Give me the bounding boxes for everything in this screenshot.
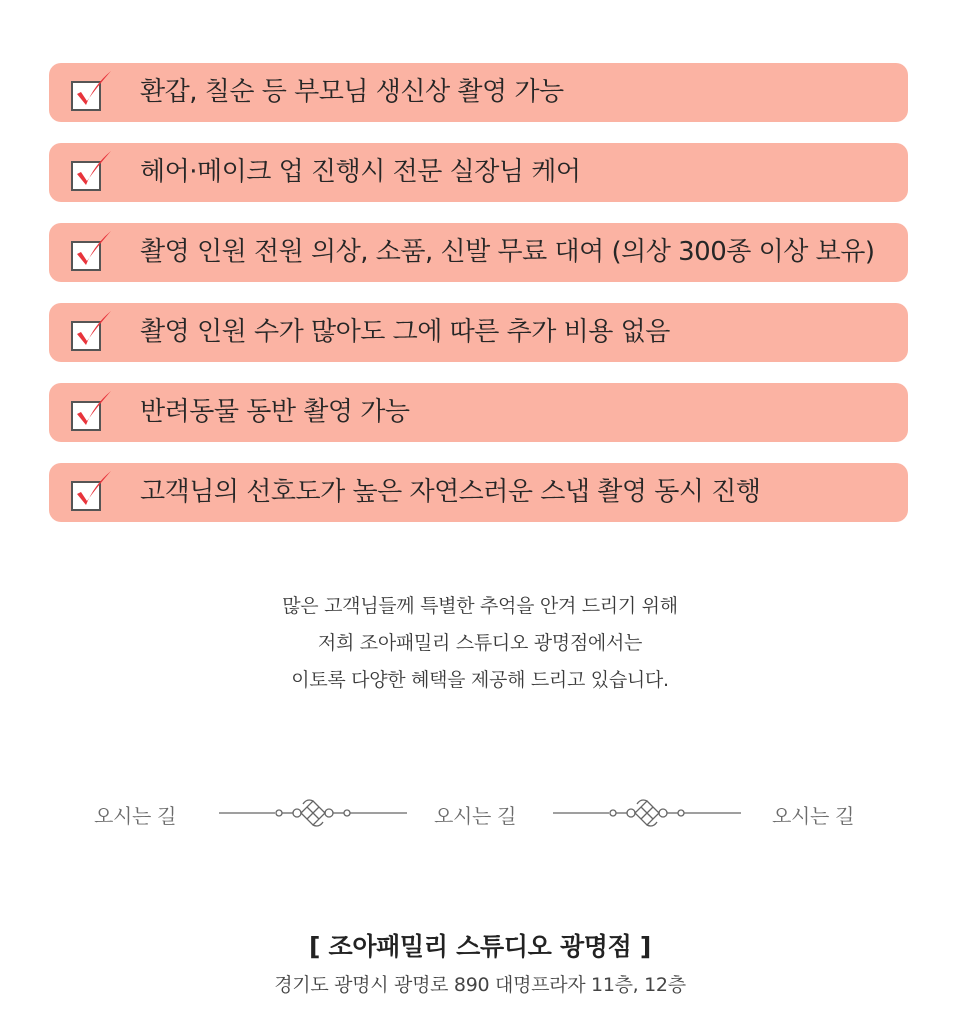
benefit-label: 고객님의 선호도가 높은 자연스러운 스냅 촬영 동시 진행 [140,477,761,507]
benefit-label: 반려동물 동반 촬영 가능 [140,397,410,427]
endless-knot-ornament-icon [553,798,741,828]
benefit-item [49,143,908,202]
benefit-item [49,223,908,282]
studio-address: 경기도 광명시 광명로 890 대명프라자 11층, 12층 [274,974,686,996]
checkbox-checkmark-icon [69,148,115,194]
benefit-label: 촬영 인원 수가 많아도 그에 따른 추가 비용 없음 [140,317,670,347]
benefit-label: 환갑, 칠순 등 부모님 생신상 촬영 가능 [140,77,564,107]
directions-label: 오시는 길 [772,804,855,828]
benefits-list [49,63,908,543]
intro-message [0,588,960,699]
studio-title: [ 조아패밀리 스튜디오 광명점 ] [308,932,652,961]
benefit-label: 촬영 인원 전원 의상, 소품, 신발 무료 대여 (의상 300종 이상 보유) [140,237,875,267]
benefit-item [49,463,908,522]
checkbox-checkmark-icon [69,68,115,114]
checkbox-checkmark-icon [69,228,115,274]
checkbox-checkmark-icon [69,468,115,514]
message-line: 많은 고객님들께 특별한 추억을 안겨 드리기 위해 [282,595,678,617]
directions-divider [0,790,960,836]
benefit-item [49,303,908,362]
checkbox-checkmark-icon [69,388,115,434]
message-line: 이토록 다양한 혜택을 제공해 드리고 있습니다. [291,669,669,691]
benefit-label: 헤어·메이크 업 진행시 전문 실장님 케어 [140,157,581,187]
checkbox-checkmark-icon [69,308,115,354]
benefit-item [49,63,908,122]
message-line: 저희 조아패밀리 스튜디오 광명점에서는 [317,632,643,654]
directions-label: 오시는 길 [434,804,517,828]
directions-label: 오시는 길 [94,804,177,828]
benefit-item [49,383,908,442]
endless-knot-ornament-icon [219,798,407,828]
